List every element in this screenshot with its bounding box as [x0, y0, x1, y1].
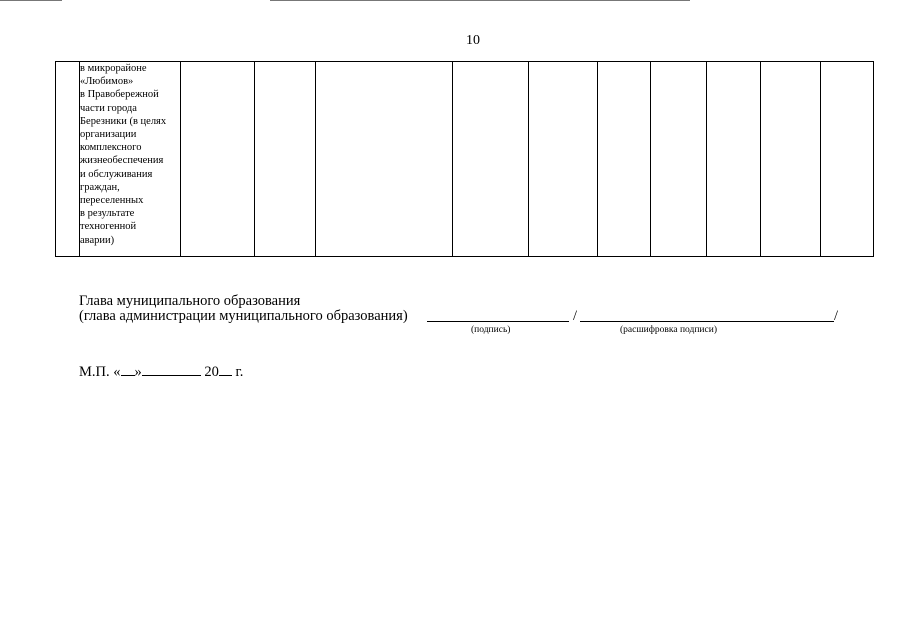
- signature-blank[interactable]: [427, 308, 569, 322]
- table-cell: [707, 62, 761, 257]
- signature-title-text: (глава администрации муниципального образования): [79, 308, 408, 324]
- signature-title-line2: [79, 308, 408, 325]
- table-cell: [181, 62, 255, 257]
- continuation-table: [55, 61, 874, 257]
- table-cell: [651, 62, 707, 257]
- description-line: и обслуживания: [80, 168, 153, 180]
- table-cell-number: [56, 62, 80, 257]
- year-blank[interactable]: [219, 362, 232, 376]
- stamp-year-suffix: г.: [231, 364, 244, 380]
- caption-transcript: (расшифровка подписи): [620, 325, 717, 335]
- description-line: организации: [80, 129, 137, 141]
- table-cell: [255, 62, 316, 257]
- signature-title-line1: Глава муниципального образования: [79, 293, 301, 309]
- description-line: жизнеобеспечения: [80, 155, 164, 167]
- table-row: [56, 62, 874, 257]
- description-line: техногенной: [80, 221, 137, 233]
- table-cell: [821, 62, 874, 257]
- description-line: переселенных: [80, 195, 144, 207]
- description-line: комплексного: [80, 142, 142, 154]
- description-line: части города: [80, 102, 137, 114]
- stamp-date-line: [79, 362, 243, 381]
- description-line: Березники (в целях: [80, 115, 167, 127]
- day-blank[interactable]: [121, 362, 135, 376]
- scan-edge-center: [270, 0, 690, 1]
- stamp-year-prefix: 20: [204, 364, 219, 380]
- signature-separator: /: [573, 308, 578, 324]
- description-line: в результате: [80, 208, 135, 220]
- signature-end-mark: /: [834, 308, 839, 324]
- description-line: аварии): [80, 234, 115, 246]
- description-line: «Любимов»: [80, 76, 134, 88]
- month-blank[interactable]: [142, 362, 201, 376]
- table-cell: [761, 62, 821, 257]
- stamp-mid: »: [134, 364, 142, 380]
- table-cell: [598, 62, 651, 257]
- description-line: в микрорайоне: [80, 63, 147, 74]
- caption-signature: (подпись): [471, 325, 511, 335]
- table-cell-description: [80, 62, 181, 257]
- page-number: 10: [466, 33, 480, 48]
- table-cell: [316, 62, 453, 257]
- scan-edge-left: [0, 0, 62, 1]
- description-line: граждан,: [80, 181, 120, 193]
- table-cell: [453, 62, 529, 257]
- transcript-blank[interactable]: [580, 308, 834, 322]
- table-cell: [529, 62, 598, 257]
- description-line: в Правобережной: [80, 89, 159, 101]
- stamp-mp: М.П. «: [79, 364, 121, 380]
